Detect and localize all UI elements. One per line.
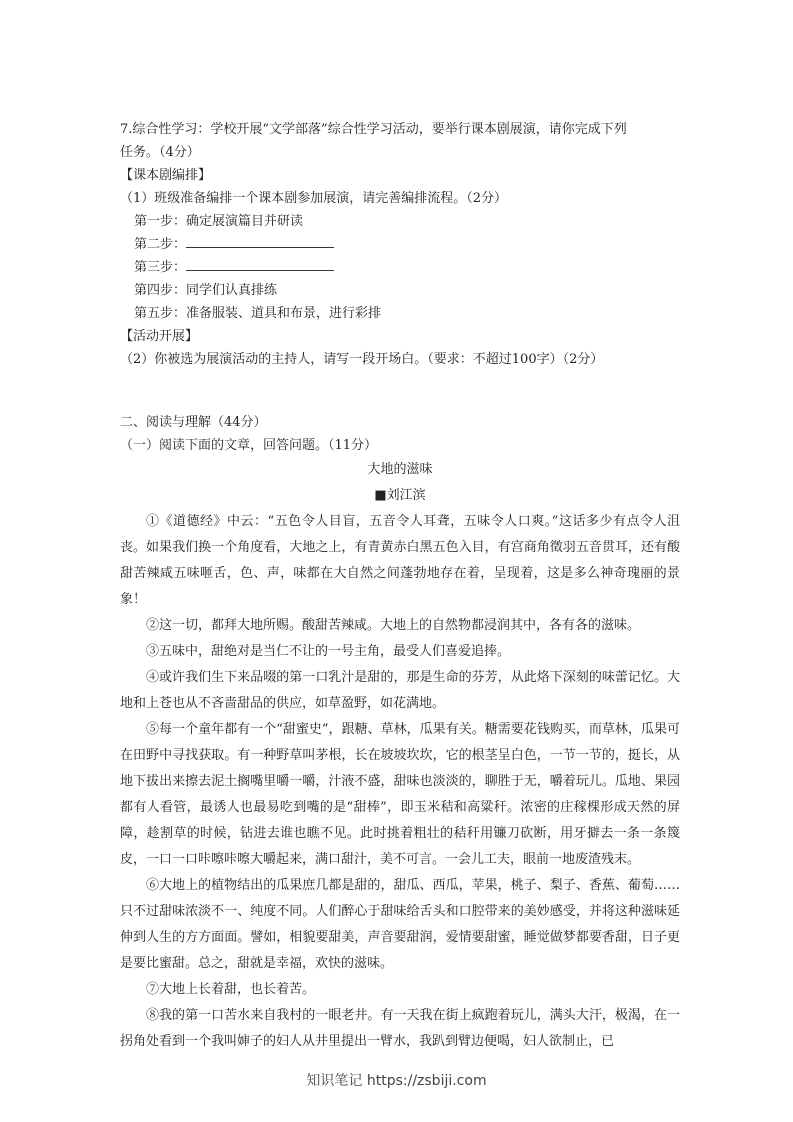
step-3-label: 第三步： <box>134 260 187 275</box>
article-paragraph-7: ⑦大地上长着甜，也长着苦。 <box>146 982 316 997</box>
article-paragraph-4: ④或许我们生下来品啜的第一口乳汁是甜的，那是生命的芬芳，从此烙下深刻的味蕾记忆。大地和上苍也从不吝啬甜品的供应，如草盈野，如花满地。 <box>120 670 680 711</box>
article-paragraph-1: ①《道德经》中云：“五色令人目盲，五音令人耳聋，五味令人口爽。”这话多少有点令人沮丧。如果我们换一个角度看，大地之上，有青黄赤白黑五色入目，有宫商角徵羽五音贯耳，还有酸甜苦辣咸五味咂舌，色、声，味都在大自然之间蓬勃地存在着，呈现着，这是多么神奇瑰丽的景象！ <box>120 514 680 607</box>
step-4: 第四步：同学们认真排练 <box>134 283 278 298</box>
article-author: ■刘江滨 <box>374 488 426 503</box>
step-1: 第一步：确定展演篇目并研读 <box>134 214 304 229</box>
step-2 <box>120 233 680 256</box>
q7-intro-line1: 7.综合性学习：学校开展“文学部落”综合性学习活动，要举行课本剧展演，请你完成下列 <box>120 122 627 137</box>
step-2-label: 第二步： <box>134 237 187 252</box>
step-3-answer-blank[interactable] <box>186 256 334 271</box>
section-heading-activity: 【活动开展】 <box>120 329 199 344</box>
q7-sub1: （1）班级准备编排一个课本剧参加展演，请完善编排流程。（2分） <box>120 191 508 206</box>
step-3 <box>120 256 680 279</box>
step-2-answer-blank[interactable] <box>186 233 334 248</box>
article-paragraph-3: ③五味中，甜绝对是当仁不让的一号主角，最受人们喜爱追捧。 <box>146 644 511 659</box>
article-paragraph-2: ②这一切，都拜大地所赐。酸甜苦辣咸。大地上的自然物都浸润其中，各有各的滋味。 <box>146 618 641 633</box>
article-paragraph-5: ⑤每一个童年都有一个“甜蜜史”，跟糖、草林，瓜果有关。糖需要花钱购买，而草林，瓜果可在田野中寻找获取。有一种野草叫茅根，长在坡坡坎坎，它的根茎呈白色，一节一节的，挺长，从地下拔出来擦去泥土搁嘴里嚼一嚼，汁液不盛，甜味也淡淡的，聊胜于无，嚼着玩儿。瓜地、果园都有人看管，最诱人也最易吃到嘴的是“甜棒”，即玉米秸和高粱秆。浓密的庄稼棵形成天然的屏障，趁割草的时候，钻进去谁也瞧不见。此时挑着粗壮的秸秆用镰刀砍断，用牙擗去一条一条篾皮，一口一口咔嚓咔嚓大嚼起来，满口甜汁，美不可言。一会儿工夫，眼前一地废渣残末。 <box>120 722 680 867</box>
article-paragraph-8: ⑧我的第一口苦水来自我村的一眼老井。有一天我在街上疯跑着玩儿，满头大汗，极渴，在一拐角处看到一个我叫婶子的妇人从井里提出一臂水，我趴到臂边便喝，妇人欲制止，已 <box>120 1008 680 1049</box>
q7-sub2: （2）你被选为展演活动的主持人，请写一段开场白。（要求：不超过100字）（2分） <box>120 352 604 367</box>
section-heading-script: 【课本剧编排】 <box>120 168 212 183</box>
spacer <box>120 371 680 411</box>
document-content <box>120 118 680 1055</box>
step-5: 第五步：准备服装、道具和布景，进行彩排 <box>134 306 382 321</box>
footer-watermark[interactable]: 知识笔记 https://zsbiji.com <box>306 1073 487 1089</box>
article-title: 大地的滋味 <box>367 462 433 477</box>
part2-heading: 二、阅读与理解（44分） <box>120 415 267 430</box>
part2-sub-heading: （一）阅读下面的文章，回答问题。（11分） <box>120 438 378 453</box>
q7-intro-line2: 任务。（4分） <box>120 145 200 160</box>
article-paragraph-6: ⑥大地上的植物结出的瓜果庶几都是甜的，甜瓜、西瓜，苹果，桃子、梨子、香蕉、葡萄……只不过甜味浓淡不一、纯度不同。人们醉心于甜味给舌头和口腔带来的美妙感受，并将这种滋味延伸到人生的方方面面。譬如，相貌要甜美，声音要甜润，爱情要甜蜜，睡觉做梦都要香甜，日子更是要比蜜甜。总之，甜就是幸福，欢快的滋味。 <box>120 878 680 971</box>
